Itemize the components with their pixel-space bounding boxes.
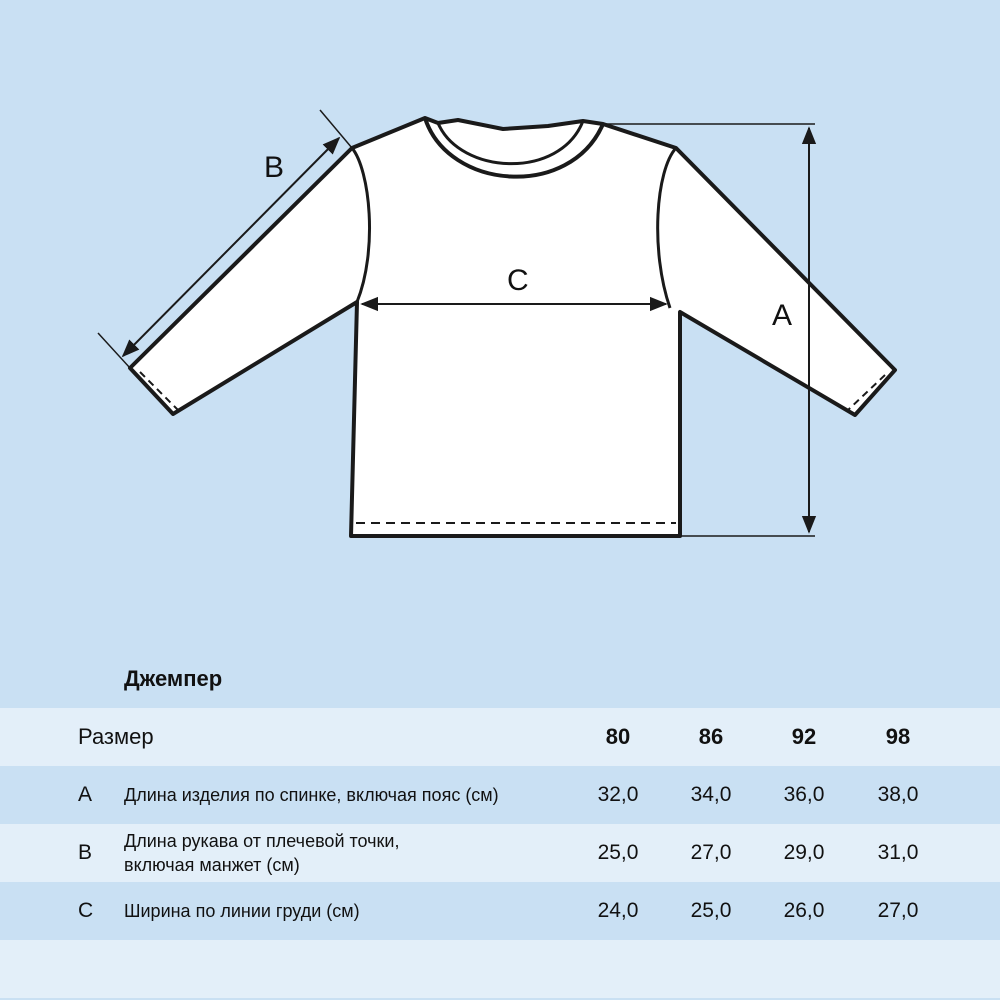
row-value: 36,0 [783,783,825,806]
row-value: 27,0 [690,841,732,864]
row-value: 29,0 [783,841,825,864]
row-value: 24,0 [597,899,639,922]
row-value: 32,0 [597,783,639,806]
table-row-a [0,766,1000,824]
row-value: 27,0 [877,899,919,922]
product-title: Джемпер [124,666,223,691]
table-header-row [0,708,1000,766]
row-key: C [78,899,94,922]
size-80-header: 80 [605,724,631,749]
row-key: B [78,841,93,864]
row-value: 25,0 [690,899,732,922]
row-description-line: Длина рукава от плечевой точки, [124,831,400,851]
size-98-header: 98 [885,724,911,749]
row-key: A [78,783,93,806]
row-value: 25,0 [597,841,639,864]
table-row-c [0,882,1000,940]
row-value: 34,0 [690,783,732,806]
size-table [0,708,1000,998]
row-value: 26,0 [783,899,825,922]
table-row-b [0,824,1000,882]
size-92-header: 92 [791,724,817,749]
row-description-line: включая манжет (см) [124,855,300,875]
row-value: 31,0 [877,841,919,864]
dimension-c-label: C [507,264,529,297]
row-description: Ширина по линии груди (см) [124,901,360,921]
size-86-header: 86 [698,724,724,749]
dimension-b-label: B [264,151,285,184]
row-description: Длина изделия по спинке, включая пояс (см) [124,785,499,805]
row-value: 38,0 [877,783,919,806]
table-footer-row [0,940,1000,998]
size-header-label: Размер [78,724,154,749]
row-description [124,824,574,882]
dimension-b-bottom-extension [98,333,130,368]
dimension-a-label: A [772,299,793,332]
